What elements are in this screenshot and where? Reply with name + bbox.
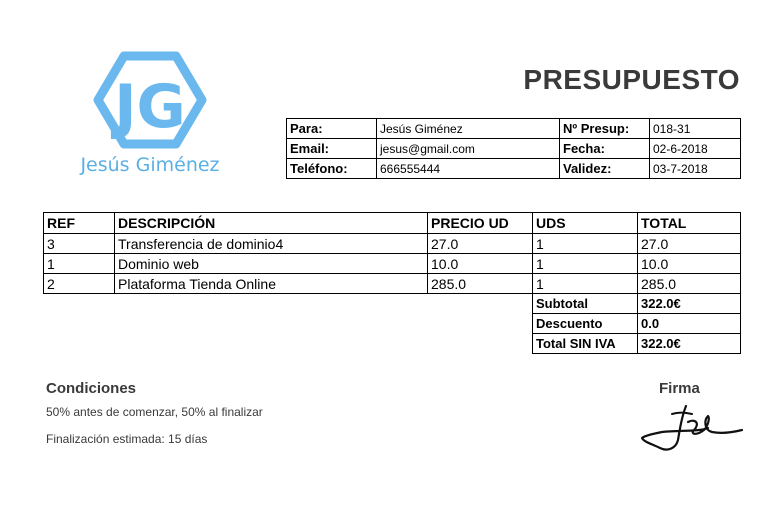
condition-line: Finalización estimada: 15 días xyxy=(46,432,208,446)
company-logo xyxy=(70,50,230,185)
header-uds: UDS xyxy=(533,213,638,234)
total-label: Total SIN IVA xyxy=(533,334,638,354)
items-header-row xyxy=(44,213,741,234)
cell-total: 27.0 xyxy=(638,234,741,254)
telefono-label: Teléfono: xyxy=(287,159,377,179)
info-row xyxy=(287,119,741,139)
cell-uds: 1 xyxy=(533,274,638,294)
logo-name: Jesús Giménez xyxy=(80,154,220,176)
table-row xyxy=(44,274,741,294)
conditions-title: Condiciones xyxy=(46,380,137,397)
cell-uds: 1 xyxy=(533,234,638,254)
cell-ref: 1 xyxy=(44,254,115,274)
total-row xyxy=(44,334,741,354)
cell-total: 285.0 xyxy=(638,274,741,294)
presup-label: Nº Presup: xyxy=(560,119,650,139)
header-precio: PRECIO UD xyxy=(428,213,533,234)
para-label: Para: xyxy=(287,119,377,139)
cell-total: 10.0 xyxy=(638,254,741,274)
logo-monogram-icon xyxy=(92,50,208,150)
cell-ref: 2 xyxy=(44,274,115,294)
condition-line: 50% antes de comenzar, 50% al finalizar xyxy=(46,405,263,419)
document-title: PRESUPUESTO xyxy=(523,64,740,95)
email-value: jesus@gmail.com xyxy=(377,139,560,159)
cell-precio: 10.0 xyxy=(428,254,533,274)
presup-value: 018-31 xyxy=(650,119,741,139)
header-total: TOTAL xyxy=(638,213,741,234)
descuento-label: Descuento xyxy=(533,314,638,334)
cell-desc: Plataforma Tienda Online xyxy=(115,274,428,294)
subtotal-value: 322.0€ xyxy=(638,294,741,314)
header-desc: DESCRIPCIÓN xyxy=(115,213,428,234)
fecha-value: 02-6-2018 xyxy=(650,139,741,159)
table-row xyxy=(44,234,741,254)
fecha-label: Fecha: xyxy=(560,139,650,159)
cell-uds: 1 xyxy=(533,254,638,274)
validez-label: Validez: xyxy=(560,159,650,179)
descuento-value: 0.0 xyxy=(638,314,741,334)
descuento-row xyxy=(44,314,741,334)
info-row xyxy=(287,159,741,179)
table-row xyxy=(44,254,741,274)
validez-value: 03-7-2018 xyxy=(650,159,741,179)
subtotal-label: Subtotal xyxy=(533,294,638,314)
info-row xyxy=(287,139,741,159)
header-ref: REF xyxy=(44,213,115,234)
items-table xyxy=(43,212,741,354)
client-info-table xyxy=(286,118,741,179)
signature-label: Firma xyxy=(659,380,700,397)
para-value: Jesús Giménez xyxy=(377,119,560,139)
cell-desc: Dominio web xyxy=(115,254,428,274)
cell-desc: Transferencia de dominio4 xyxy=(115,234,428,254)
telefono-value: 666555444 xyxy=(377,159,560,179)
subtotal-row xyxy=(44,294,741,314)
total-value: 322.0€ xyxy=(638,334,741,354)
email-label: Email: xyxy=(287,139,377,159)
cell-precio: 285.0 xyxy=(428,274,533,294)
signature-icon xyxy=(638,402,748,454)
cell-precio: 27.0 xyxy=(428,234,533,254)
logo-monogram-text: JG xyxy=(114,72,186,142)
cell-ref: 3 xyxy=(44,234,115,254)
